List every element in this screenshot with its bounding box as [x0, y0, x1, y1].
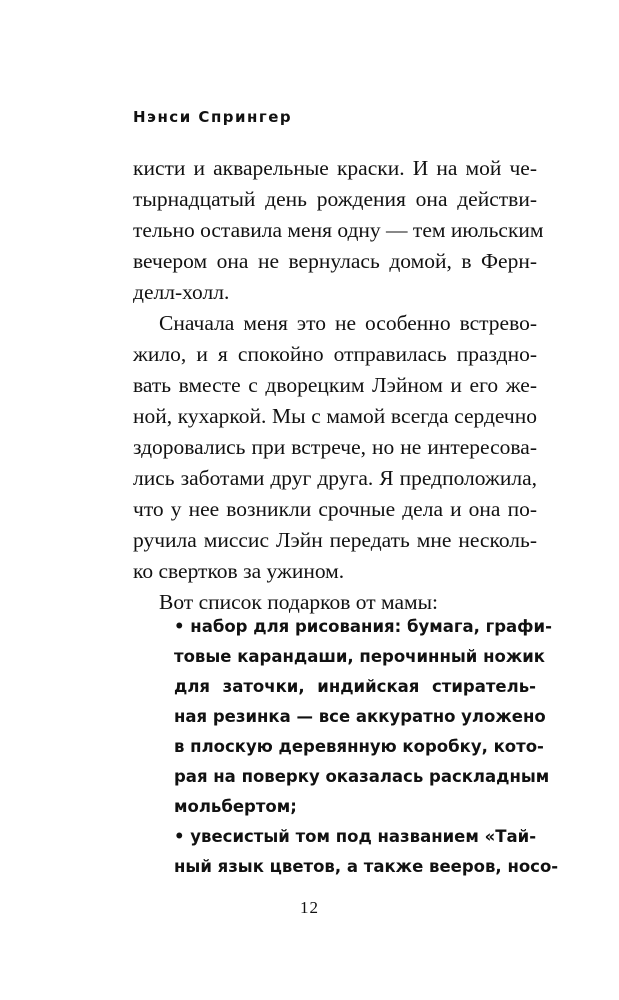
text-line: здоровались при встрече, но не интересова- [133, 435, 537, 459]
text-line: ручила миссис Лэйн передать мне несколь- [133, 528, 537, 552]
running-head: Нэнси Спрингер [133, 108, 293, 126]
gift-list [174, 612, 559, 882]
list-line: мольбертом; [174, 797, 297, 816]
list-line: ный язык цветов, а также вееров, носо- [174, 857, 559, 876]
text-line: жило, и я спокойно отправилась праздно- [133, 342, 537, 366]
text-line: делл-холл. [133, 280, 230, 304]
text-line: Вот список подарков от мамы: [159, 590, 439, 614]
page-number: 12 [300, 898, 319, 917]
list-line: товые карандаши, перочинный ножик [174, 647, 546, 666]
text-line: лись заботами друг друга. Я предположила, [133, 466, 537, 490]
list-line: ная резинка — все аккуратно уложено [174, 707, 546, 726]
text-line: ной, кухаркой. Мы с мамой всегда сердечно [133, 404, 537, 428]
text-line: Сначала меня это не особенно встрево- [159, 311, 537, 335]
text-line: кисти и акварельные краски. И на мой че- [133, 156, 537, 180]
text-line: тельно оставила меня одну — тем июльским [133, 218, 544, 242]
list-line: в плоскую деревянную коробку, кото- [174, 737, 544, 756]
list-line: для заточки, индийская стиратель- [174, 677, 536, 696]
list-line: • набор для рисования: бумага, графи- [174, 617, 552, 636]
list-line: • увесистый том под названием «Тай- [174, 827, 537, 846]
text-line: ко свертков за ужином. [133, 559, 345, 583]
text-line: что у нее возникли срочные дела и она по- [133, 497, 537, 521]
list-line: рая на поверку оказалась раскладным [174, 767, 550, 786]
text-line: вать вместе с дворецким Лэйном и его же- [133, 373, 537, 397]
text-line: тырнадцатый день рождения она действи- [133, 187, 537, 211]
body-text [133, 153, 544, 618]
text-line: вечером она не вернулась домой, в Ферн- [133, 249, 537, 273]
